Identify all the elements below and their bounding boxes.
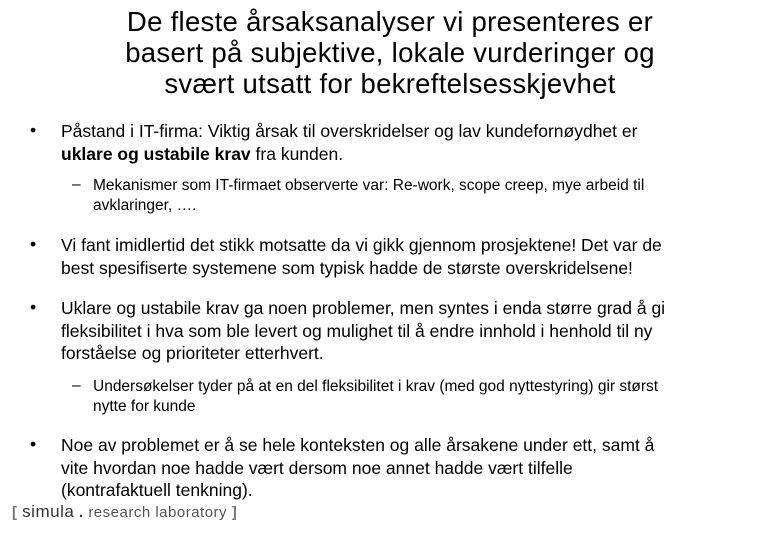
logo-bracket-close: ] bbox=[231, 504, 238, 521]
bullet-line: (kontrafaktuell tenkning). bbox=[61, 480, 253, 500]
bullet-line: vite hvordan noe hadde vært dersom noe annet hadde vært tilfelle bbox=[61, 457, 573, 478]
bold-text: uklare og ustabile krav bbox=[61, 143, 251, 164]
sub-bullet-line: nytte for kunde bbox=[93, 398, 196, 415]
sub-bullet-line: Mekanismer som IT-firmaet observerte var: Re-work, scope creep, mye arbeid til bbox=[93, 177, 645, 194]
bullet-marker: • bbox=[30, 120, 37, 140]
bullet-line: Påstand i IT-firma: Viktig årsak til overskridelser og lav kundefornøydhet er bbox=[61, 121, 638, 141]
logo-brand: simula bbox=[22, 502, 75, 521]
bullet-marker: • bbox=[30, 234, 37, 254]
bullet-item-4 bbox=[61, 434, 654, 502]
logo-bracket-open: [ bbox=[12, 504, 18, 521]
title-line: svært utsatt for bekreftelsesskjevhet bbox=[164, 68, 616, 99]
title-line: basert på subjektive, lokale vurderinger og bbox=[125, 37, 655, 68]
bullet-line bbox=[61, 143, 637, 166]
slide-title bbox=[20, 6, 760, 99]
bullet-line: Vi fant imidlertid det stikk motsatte da vi gikk gjennom prosjektene! Det var de bbox=[61, 235, 662, 255]
bullet-marker: • bbox=[30, 434, 37, 454]
bullet-text: fra kunden. bbox=[250, 143, 344, 164]
bullet-line: best spesifiserte systemene som typisk hadde de største overskridelsene! bbox=[61, 257, 633, 278]
sub-bullet-item-1 bbox=[93, 176, 644, 216]
bullet-marker: • bbox=[30, 297, 37, 317]
title-line: De fleste årsaksanalyser vi presenteres er bbox=[126, 6, 654, 37]
bullet-item-1 bbox=[61, 120, 637, 165]
bullet-line: forståelse og prioriteter etterhvert. bbox=[61, 343, 324, 363]
simula-logo bbox=[12, 502, 237, 522]
bullet-line: fleksibilitet i hva som ble levert og mulighet til å endre innhold i henhold til ny bbox=[61, 320, 653, 341]
bullet-line: Uklare og ustabile krav ga noen problemer, men syntes i enda større grad å gi bbox=[61, 298, 666, 318]
bullet-item-2 bbox=[61, 234, 662, 279]
bullet-line: Noe av problemet er å se hele konteksten og alle årsakene under ett, samt å bbox=[61, 435, 655, 455]
sub-bullet-line: avklaringer, …. bbox=[93, 197, 197, 214]
sub-bullet-item-2 bbox=[93, 377, 658, 417]
sub-bullet-line: Undersøkelser tyder på at en del fleksibilitet i krav (med god nyttestyring) gir størst bbox=[93, 378, 659, 395]
logo-dot: . bbox=[78, 504, 84, 521]
bullet-item-3 bbox=[61, 297, 665, 365]
dash-marker: – bbox=[72, 176, 81, 193]
logo-subtitle: research laboratory bbox=[88, 504, 228, 521]
dash-marker: – bbox=[72, 377, 81, 394]
